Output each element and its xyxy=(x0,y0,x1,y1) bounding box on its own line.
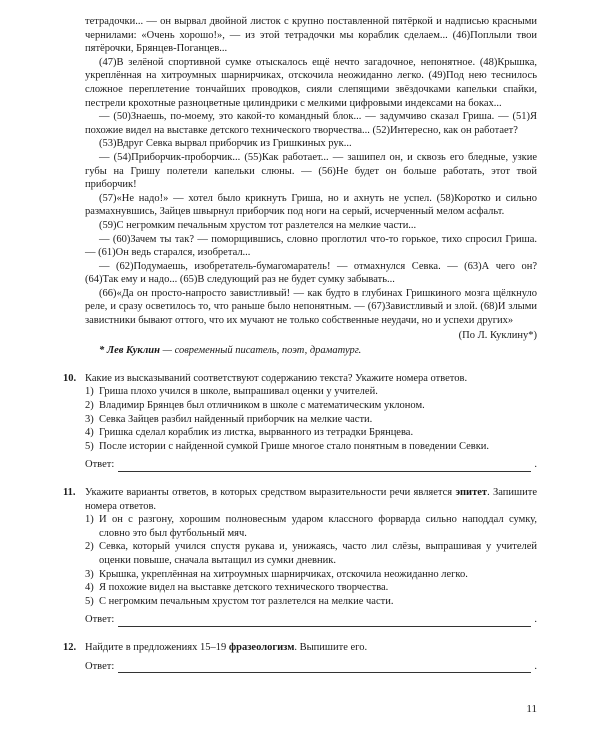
option-list xyxy=(85,385,537,453)
text-paragraph: (57)«Не надо!» — хотел было крикнуть Гриша, но и ахнуть не успел. (58)Коротко и сильно размахнувшись, Зайцев швырнул приборчик под ноги на серый, исчерченный мелом асфальт. xyxy=(85,192,537,218)
answer-line[interactable] xyxy=(118,460,531,472)
answer-row xyxy=(85,660,537,674)
author-description: — современный писатель, поэт, драматург. xyxy=(159,345,362,357)
answer-end: . xyxy=(534,660,537,672)
reading-text xyxy=(85,15,537,358)
option-item: 4) Гришка сделал кораблик из листка, вырванного из тетрадки Брянцева. xyxy=(85,427,414,439)
answer-row xyxy=(85,613,537,627)
answer-end: . xyxy=(534,614,537,626)
option-item: 2) Севка, который учился спустя рукава и, унижаясь, часто лил слёзы, выпрашивая у учителей оценки повыше, сначала вытащил из сумки дневник. xyxy=(85,541,537,566)
option-item: 2) Владимир Брянцев был отличником в школе с математическим уклоном. xyxy=(85,400,425,412)
answer-line[interactable] xyxy=(118,661,531,673)
text-paragraph: — (50)Знаешь, по-моему, это какой-то командный блок... — задумчиво сказал Гриша. — (51)Я похожие видел на выставке детского технического творчества... (52)Интересно, как он работает? xyxy=(85,111,537,136)
text-paragraph: — (62)Подумаешь, изобретатель-бумагомаратель! — отмахнулся Севка. — (63)А чего он? (64)Так ему и надо... (65)В следующий раз не будет сумку забывать... xyxy=(85,260,537,286)
option-item: 5) С негромким печальным хрустом тот разлетелся на мелкие части. xyxy=(85,595,394,607)
text-paragraph: (59)С негромким печальным хрустом тот разлетелся на мелкие части... xyxy=(99,219,417,231)
text-paragraph: — (54)Приборчик-проборчик... (55)Как работает... — зашипел он, и сквозь его бледные, узкие губы на Гришу полетели капельки слюны. — (56)Не будет он больше работать, этот твой приборчик! xyxy=(85,151,537,191)
answer-row xyxy=(85,458,537,472)
task-prompt: Укажите варианты ответов, в которых средством выразительности речи является эпитет. Запишите номера ответов. xyxy=(85,487,537,512)
option-item: 1) И он с разгону, хорошим полновесным ударом классного форварда сильно наподдал сумку, словно это был футбольный мяч. xyxy=(85,514,537,539)
task-prompt: Какие из высказываний соответствуют содержанию текста? Укажите номера ответов. xyxy=(85,372,468,384)
task-12 xyxy=(63,641,537,673)
page-number: 11 xyxy=(526,703,537,715)
author-footnote xyxy=(85,344,537,358)
task-10 xyxy=(63,372,537,472)
answer-label: Ответ: xyxy=(85,660,115,672)
answer-end: . xyxy=(534,459,537,471)
task-number: 10. xyxy=(63,372,77,384)
task-11 xyxy=(63,486,537,627)
option-item: 5) После истории с найденной сумкой Грише многое стало понятным в поведении Севки. xyxy=(85,440,490,452)
text-paragraph: (66)«Да он просто-напросто завистливый! — как будто в глубинах Гришкиного мозга щёлкнуло реле, и сразу осветилось то, что раньше было непонятным. — (67)Завистливый и злой. (68)И злыми завистники бывают оттого, что их мучают не только собственные неудачи, но и успехи других» xyxy=(85,287,537,327)
answer-line[interactable] xyxy=(118,615,531,627)
option-list xyxy=(85,513,537,608)
answer-label: Ответ: xyxy=(85,459,115,471)
text-paragraph: — (60)Зачем ты так? — поморщившись, словно проглотил что-то горькое, тихо спросил Гриша. — (61)Он ведь старался, изобретал... xyxy=(85,233,537,259)
task-number: 11. xyxy=(63,487,76,498)
text-paragraph: (47)В зелёной спортивной сумке отыскалось ещё нечто загадочное, непонятное. (48)Крышка, укреплённая на хитроумных шарнирчиках, отскочила неожиданно легко. (49)Под нею теснилось сложное переплетение тончайших проводков, сияли слепящими звёздочками капельки спайки, пестрели крохотные разноцветные цилиндрики с мелкими цифровыми индексами на боках... xyxy=(85,56,537,109)
author-name: * Лев Куклин xyxy=(99,345,160,357)
option-item: 4) Я похожие видел на выставке детского технического творчества. xyxy=(85,582,389,594)
task-number: 12. xyxy=(63,641,77,653)
option-item: 3) Севка Зайцев разбил найденный приборчик на мелкие части. xyxy=(85,413,373,425)
option-item: 3) Крышка, укреплённая на хитроумных шарнирчиках, отскочила неожиданно легко. xyxy=(85,568,468,580)
option-item: 1) Гриша плохо учился в школе, выпрашивал оценки у учителей. xyxy=(85,386,378,398)
answer-label: Ответ: xyxy=(85,614,115,626)
text-paragraph: тетрадочки... — он вырвал двойной листок с крупно поставленной пятёркой и надписью красными чернилами: «Очень хорошо!», — из этой тетрадочки мы кораблик сделаем... (46)Поплыли твои пятёрочки, Брянцев-Поганцев... xyxy=(85,16,537,55)
task-prompt: Найдите в предложениях 15–19 фразеологизм. Выпишите его. xyxy=(85,641,368,653)
text-paragraph: (53)Вдруг Севка вырвал приборчик из Гришкиных рук... xyxy=(99,138,352,150)
text-source: (По Л. Куклину*) xyxy=(458,329,537,341)
